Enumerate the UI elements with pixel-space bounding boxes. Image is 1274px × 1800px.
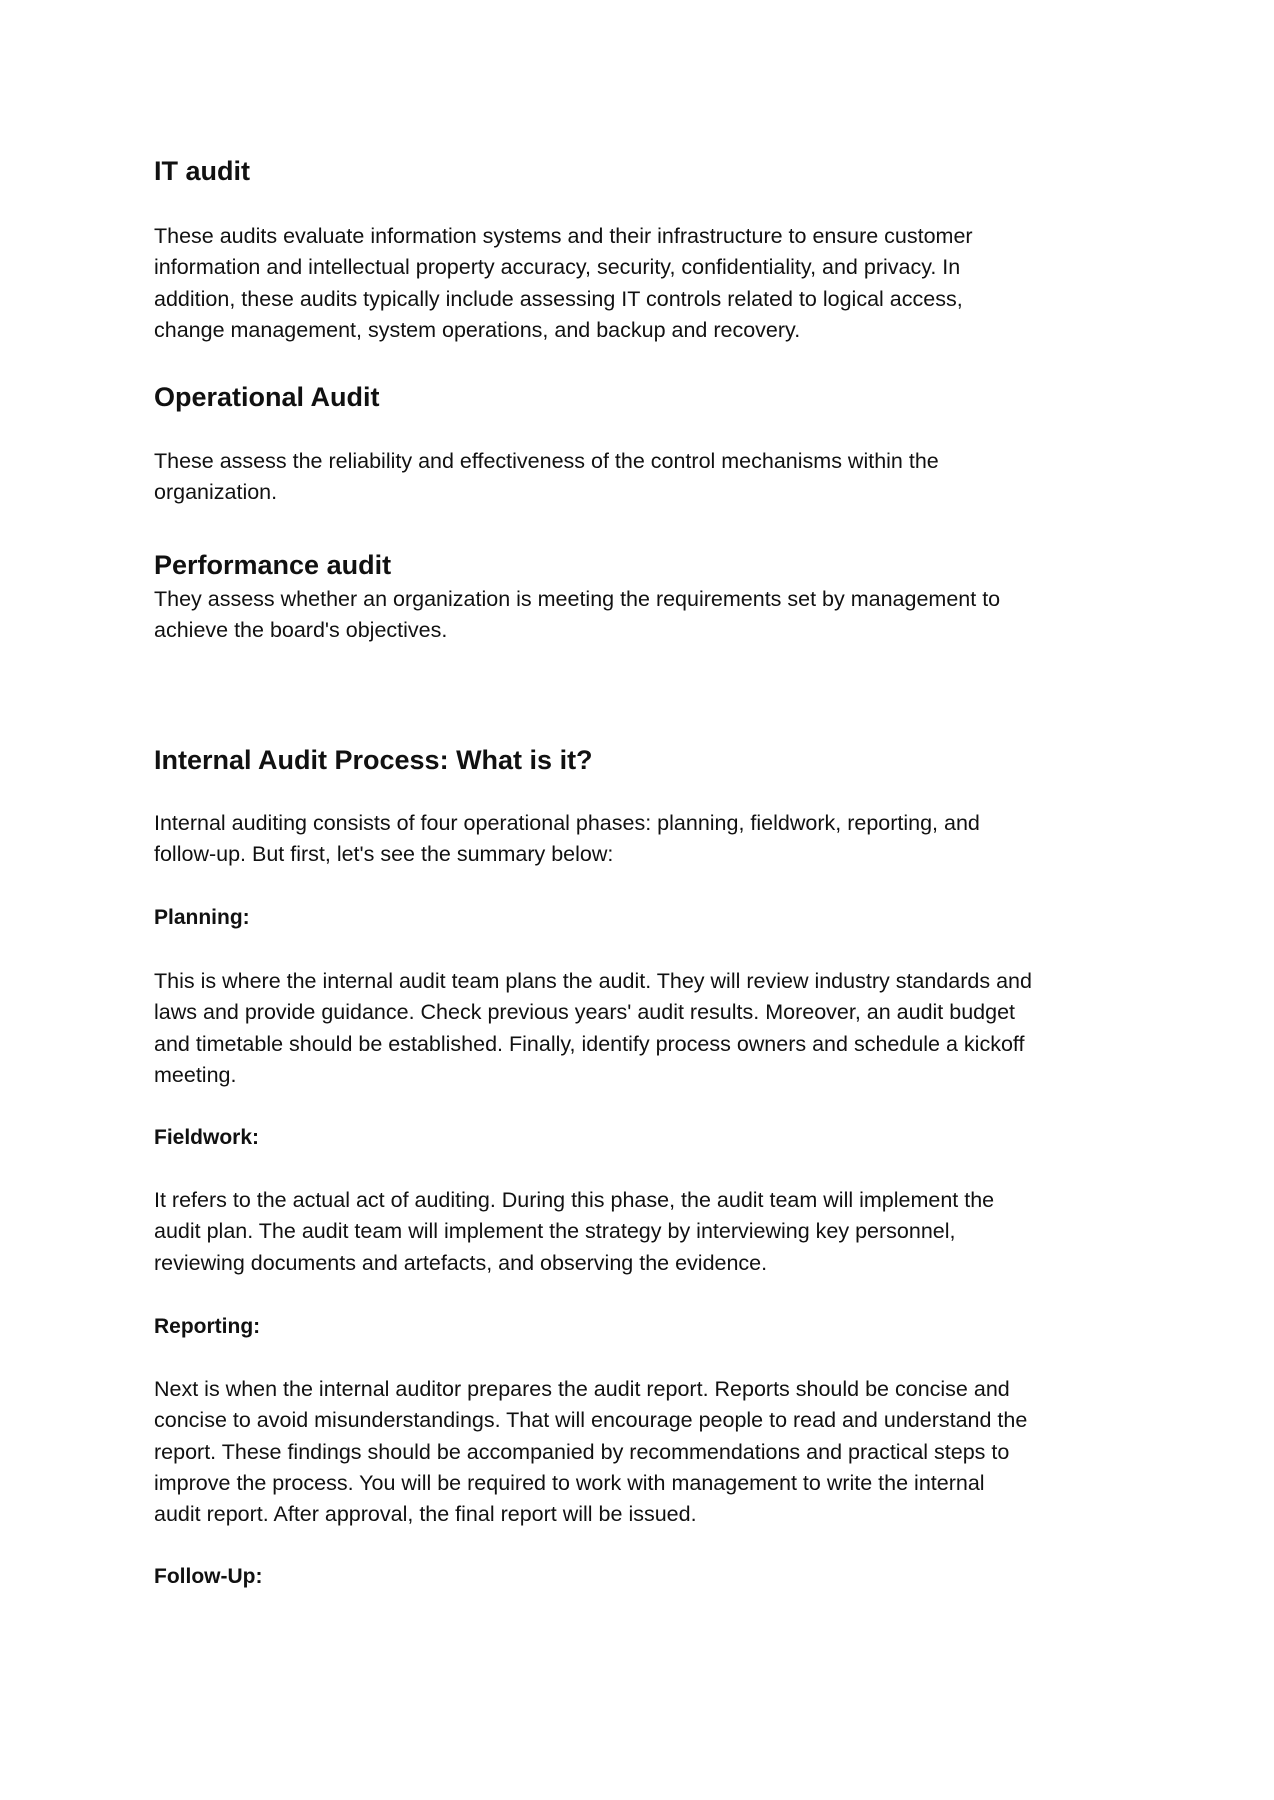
text-line: laws and provide guidance. Check previous years' audit results. Moreover, an audit budget <box>154 1000 1016 1025</box>
text-line: They assess whether an organization is meeting the requirements set by management to <box>154 587 1001 611</box>
text-line: concise to avoid misunderstandings. That will encourage people to read and understand the <box>154 1408 1028 1433</box>
text-line: audit report. After approval, the final report will be issued. <box>154 1502 697 1527</box>
text-line: This is where the internal audit team plans the audit. They will review industry standards and <box>154 969 1032 993</box>
text-line: change management, system operations, and backup and recovery. <box>154 317 801 342</box>
text-line: It refers to the actual act of auditing. During this phase, the audit team will implement the <box>154 1188 995 1212</box>
heading-reporting: Reporting: <box>154 1315 261 1338</box>
text-line: addition, these audits typically include assessing IT controls related to logical access, <box>154 286 963 311</box>
text-line: Internal auditing consists of four operational phases: planning, fieldwork, reporting, and <box>154 811 980 835</box>
text-line: Next is when the internal auditor prepares the audit report. Reports should be concise and <box>154 1377 1010 1401</box>
heading-follow-up: Follow-Up: <box>154 1565 263 1588</box>
heading-fieldwork: Fieldwork: <box>154 1126 260 1149</box>
text-line: reviewing documents and artefacts, and observing the evidence. <box>154 1250 768 1275</box>
text-line: improve the process. You will be required to work with management to write the internal <box>154 1470 985 1495</box>
text-line: audit plan. The audit team will implement the strategy by interviewing key personnel, <box>154 1219 956 1244</box>
heading-performance-audit: Performance audit <box>154 550 392 580</box>
text-line: These audits evaluate information systems and their infrastructure to ensure customer <box>154 224 973 248</box>
paragraph-operational-audit <box>154 446 1234 509</box>
paragraph-planning <box>154 966 1234 1091</box>
text-line: report. These findings should be accompanied by recommendations and practical steps to <box>154 1439 1010 1464</box>
paragraph-fieldwork <box>154 1185 1234 1279</box>
text-line: achieve the board's objectives. <box>154 618 448 643</box>
paragraph-reporting <box>154 1374 1234 1530</box>
text-line: These assess the reliability and effectiveness of the control mechanisms within the <box>154 449 939 473</box>
heading-it-audit: IT audit <box>154 156 250 186</box>
heading-internal-audit-process: Internal Audit Process: What is it? <box>154 745 593 775</box>
text-line: organization. <box>154 480 278 505</box>
text-line: meeting. <box>154 1062 237 1087</box>
heading-operational-audit: Operational Audit <box>154 382 380 412</box>
text-line: and timetable should be established. Finally, identify process owners and schedule a kickoff <box>154 1031 1025 1056</box>
text-line: information and intellectual property accuracy, security, confidentiality, and privacy. In <box>154 255 961 280</box>
paragraph-it-audit <box>154 221 1234 346</box>
heading-planning: Planning: <box>154 906 250 929</box>
paragraph-internal-audit-process <box>154 808 1234 871</box>
text-line: follow-up. But first, let's see the summary below: <box>154 842 614 867</box>
paragraph-performance-audit <box>154 584 1234 647</box>
